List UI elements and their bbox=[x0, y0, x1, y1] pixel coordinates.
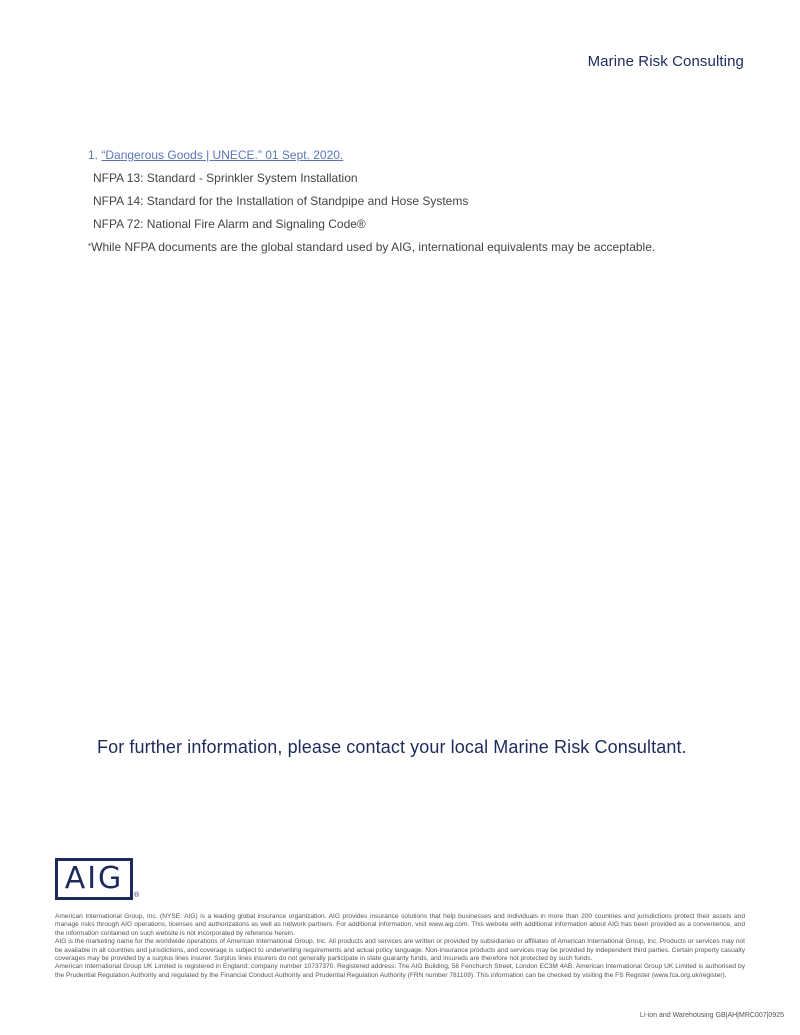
footnote-marker: * bbox=[88, 242, 92, 251]
contact-message: For further information, please contact your local Marine Risk Consultant. bbox=[97, 737, 687, 757]
reference-nfpa-72: NFPA 72: National Fire Alarm and Signaling Code® bbox=[93, 217, 366, 231]
dangerous-goods-link[interactable]: “Dangerous Goods | UNECE.” 01 Sept. 2020. bbox=[101, 148, 344, 162]
aig-logo bbox=[55, 858, 141, 904]
reference-nfpa-13: NFPA 13: Standard - Sprinkler System Installation bbox=[93, 171, 358, 185]
footnote-text: While NFPA documents are the global standard used by AIG, international equivalents may be acceptable. bbox=[91, 240, 656, 254]
legal-disclaimer bbox=[55, 913, 745, 980]
disclaimer-paragraph-1: American International Group, Inc. (NYSE: AIG) is a leading global insurance organization. AIG provides insurance solutions that help businesses and individuals in more than 200 countries and jurisdictions protect their assets and manage risks through AIG operations, licenses and authorizations as well as network partners. For additional information, visit www.aig.com. This website with additional information about AIG has been provided as a convenience, and the information contained on such website is not incorporated by reference herein. bbox=[55, 913, 745, 937]
nfpa-footnote bbox=[88, 236, 768, 259]
reference-nfpa-14: NFPA 14: Standard for the Installation of Standpipe and Hose Systems bbox=[93, 194, 469, 208]
document-code: Li-ion and Warehousing GB|AH|MRC007|0925 bbox=[639, 1012, 784, 1019]
header-title: Marine Risk Consulting bbox=[587, 53, 744, 70]
reference-item-1 bbox=[88, 144, 768, 167]
reference-number: 1. bbox=[88, 148, 99, 162]
registered-mark: ® bbox=[134, 892, 140, 899]
disclaimer-paragraph-3: American International Group UK Limited is registered in England: company number 10737370. Registered address: The AIG Building, 58 Fenchurch Street, London EC3M 4AB. American International Group UK Limited is authorised by the Prudential Regulation Authority and regulated by the Financial Conduct Authority and Prudential Regulation Authority (FRN number 781109). This information can be checked by visiting the FS Register (www.fca.org.uk/register). bbox=[55, 963, 745, 979]
disclaimer-paragraph-2: AIG is the marketing name for the worldwide operations of American International Group, Inc. All products and services are written or provided by subsidiaries or affiliates of American International Group, Inc. Products or services may not be available in all countries and jurisdictions, and coverage is subject to underwriting requirements and actual policy language. Non-insurance products and services may be provided by independent third parties. Certain property casualty coverages may be provided by a surplus lines insurer. Surplus lines insurers do not generally participate in state guaranty funds, and insureds are therefore not protected by such funds. bbox=[55, 938, 745, 963]
aig-logo-text: AIG bbox=[64, 861, 124, 896]
references-list bbox=[88, 144, 768, 259]
aig-logo-box bbox=[55, 858, 133, 900]
